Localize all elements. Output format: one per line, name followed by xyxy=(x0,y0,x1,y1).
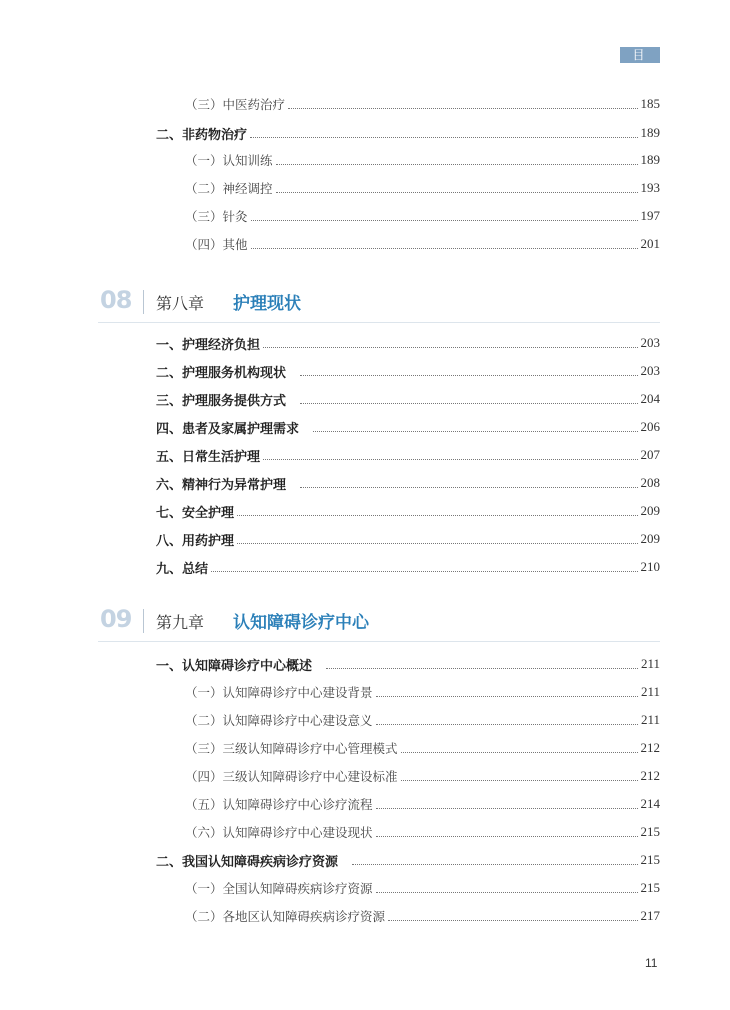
toc-entry-page: 189 xyxy=(640,125,660,140)
page-number: 11 xyxy=(645,956,658,970)
toc-entry-page: 206 xyxy=(640,419,660,434)
toc-entry-label: 九、总结 xyxy=(156,561,209,577)
dot-leader xyxy=(300,375,637,376)
toc-entry-label: 二、非药物治疗 xyxy=(156,127,248,143)
section-tag: 目 录 xyxy=(620,47,660,63)
toc-entry-label: （三）三级认知障碍诊疗中心管理模式 xyxy=(185,741,398,756)
toc-entry-page: 189 xyxy=(640,152,660,167)
dot-leader xyxy=(376,892,638,893)
chapter-title: 护理现状 xyxy=(233,294,301,314)
toc-entry-label: 四、患者及家属护理需求 xyxy=(156,421,300,437)
dot-leader xyxy=(263,347,637,348)
chapter-label: 第八章 xyxy=(156,294,205,313)
toc-entry-page: 193 xyxy=(640,180,660,195)
chapter-divider xyxy=(143,609,144,633)
toc-entry-label: 三、护理服务提供方式 xyxy=(156,393,287,409)
toc-entry-page: 215 xyxy=(640,880,660,895)
toc-entry-page: 210 xyxy=(640,559,660,574)
toc-entry-page: 203 xyxy=(640,363,660,378)
dot-leader xyxy=(376,696,638,697)
toc-entry-page: 211 xyxy=(640,712,660,727)
dot-leader xyxy=(300,403,637,404)
toc-entry-label: （一）认知障碍诊疗中心建设背景 xyxy=(185,685,373,700)
dot-leader xyxy=(237,543,637,544)
toc-entry-label: 二、我国认知障碍疾病诊疗资源 xyxy=(156,854,339,870)
toc-entry[interactable] xyxy=(185,150,660,170)
dot-leader xyxy=(300,487,637,488)
dot-leader xyxy=(276,164,638,165)
toc-entry[interactable] xyxy=(156,417,660,437)
toc-entry[interactable] xyxy=(185,738,660,758)
dot-leader xyxy=(263,459,637,460)
dot-leader xyxy=(388,920,637,921)
toc-entry-page: 217 xyxy=(640,908,660,923)
toc-entry[interactable] xyxy=(185,906,660,926)
toc-entry-page: 214 xyxy=(640,796,660,811)
chapter-title: 认知障碍诊疗中心 xyxy=(233,613,369,633)
toc-entry-page: 212 xyxy=(640,768,660,783)
toc-entry-label: （二）认知障碍诊疗中心建设意义 xyxy=(185,713,373,728)
chapter-number: 08 xyxy=(100,286,132,314)
dot-leader xyxy=(376,836,638,837)
toc-entry[interactable] xyxy=(156,654,660,674)
toc-entry-page: 212 xyxy=(640,740,660,755)
chapter-label: 第九章 xyxy=(156,613,205,632)
toc-entry[interactable] xyxy=(156,389,660,409)
dot-leader xyxy=(237,515,637,516)
toc-entry[interactable] xyxy=(185,178,660,198)
toc-entry-page: 208 xyxy=(640,475,660,490)
toc-entry-label: （三）针灸 xyxy=(185,209,248,224)
toc-entry-label: （三）中医药治疗 xyxy=(185,97,286,112)
toc-entry-label: 七、安全护理 xyxy=(156,505,235,521)
toc-entry-label: （二）神经调控 xyxy=(185,181,273,196)
toc-entry[interactable] xyxy=(185,94,660,114)
toc-entry-label: 五、日常生活护理 xyxy=(156,449,261,465)
toc-entry-page: 185 xyxy=(640,96,660,111)
toc-entry-label: （一）全国认知障碍疾病诊疗资源 xyxy=(185,881,373,896)
toc-entry-page: 197 xyxy=(640,208,660,223)
toc-entry[interactable] xyxy=(156,333,660,353)
toc-entry[interactable] xyxy=(185,710,660,730)
toc-entry-page: 215 xyxy=(640,824,660,839)
toc-entry[interactable] xyxy=(185,234,660,254)
dot-leader xyxy=(376,808,638,809)
toc-entry-page: 209 xyxy=(640,531,660,546)
toc-entry[interactable] xyxy=(156,529,660,549)
toc-entry-label: （六）认知障碍诊疗中心建设现状 xyxy=(185,825,373,840)
toc-entry-label: 二、护理服务机构现状 xyxy=(156,365,287,381)
dot-leader xyxy=(251,220,638,221)
dot-leader xyxy=(250,137,637,138)
dot-leader xyxy=(288,108,637,109)
toc-entry-page: 204 xyxy=(640,391,660,406)
toc-entry[interactable] xyxy=(156,445,660,465)
toc-entry-label: （四）三级认知障碍诊疗中心建设标准 xyxy=(185,769,398,784)
toc-entry[interactable] xyxy=(185,206,660,226)
toc-entry-page: 201 xyxy=(640,236,660,251)
toc-entry-label: （二）各地区认知障碍疾病诊疗资源 xyxy=(185,909,386,924)
dot-leader xyxy=(326,668,638,669)
dot-leader xyxy=(376,724,638,725)
toc-entry-label: （四）其他 xyxy=(185,237,248,252)
dot-leader xyxy=(251,248,638,249)
toc-entry[interactable] xyxy=(185,794,660,814)
toc-entry-label: 六、精神行为异常护理 xyxy=(156,477,287,493)
toc-entry-page: 209 xyxy=(640,503,660,518)
toc-entry-label: 一、认知障碍诊疗中心概述 xyxy=(156,658,313,674)
dot-leader xyxy=(401,780,638,781)
chapter-9-heading[interactable] xyxy=(98,605,660,642)
toc-entry[interactable] xyxy=(185,766,660,786)
toc-entry-label: 八、用药护理 xyxy=(156,533,235,549)
dot-leader xyxy=(352,864,637,865)
toc-entry[interactable] xyxy=(156,557,660,577)
chapter-number: 09 xyxy=(100,605,132,633)
toc-entry-label: （五）认知障碍诊疗中心诊疗流程 xyxy=(185,797,373,812)
dot-leader xyxy=(401,752,638,753)
toc-entry[interactable] xyxy=(185,878,660,898)
toc-entry-page: 215 xyxy=(640,852,660,867)
toc-entry[interactable] xyxy=(156,123,660,143)
chapter-8-heading[interactable] xyxy=(98,286,660,323)
toc-entry-page: 211 xyxy=(640,656,660,671)
toc-entry-page: 203 xyxy=(640,335,660,350)
dot-leader xyxy=(313,431,637,432)
dot-leader xyxy=(276,192,638,193)
chapter-divider xyxy=(143,290,144,314)
toc-entry-label: （一）认知训练 xyxy=(185,153,273,168)
toc-entry[interactable] xyxy=(156,850,660,870)
toc-entry[interactable] xyxy=(185,682,660,702)
toc-entry-page: 207 xyxy=(640,447,660,462)
toc-entry[interactable] xyxy=(156,501,660,521)
toc-entry-label: 一、护理经济负担 xyxy=(156,337,261,353)
toc-entry[interactable] xyxy=(156,473,660,493)
toc-entry[interactable] xyxy=(185,822,660,842)
toc-entry-page: 211 xyxy=(640,684,660,699)
dot-leader xyxy=(211,571,637,572)
toc-entry[interactable] xyxy=(156,361,660,381)
